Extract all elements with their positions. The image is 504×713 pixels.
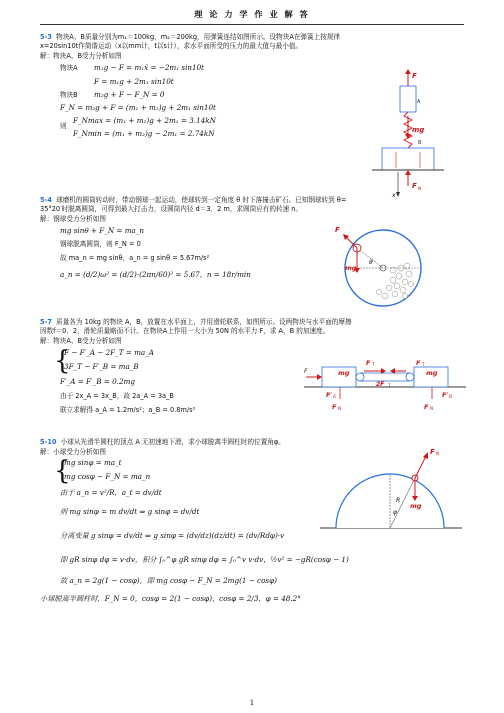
problem-number: 5-7 <box>40 318 52 326</box>
normal-force-label: F <box>335 226 340 234</box>
problem-5-4-statement: 5-4 球磨机的圆筒转动时，带动钢球一起运动，使球转到一定角度 θ 时下落撞击矿石。已知钢球转到 θ= <box>40 196 347 204</box>
normal-force-arrow-head <box>405 170 411 175</box>
solution-intro: 解：物块A、B受力分析如图 <box>40 337 122 345</box>
equation: 小球脱离半圆柱时，F_N = 0，cosφ = 2(1 − cosφ)，cosφ = 2/3，φ = 48.2° <box>40 594 301 603</box>
equation: 故 a_n = 2g(1 − cosφ)，即 mg cosφ − F_N = 2mg(1 − cosφ) <box>60 576 277 585</box>
block-a-label: 物块A <box>60 64 78 72</box>
x-axis-head <box>396 192 400 197</box>
x-axis-label: x <box>392 192 396 199</box>
equation: F_N = m₂g + F = (m₁ + m₂)g + 2m₁ sin10t <box>60 103 216 112</box>
subscript: A <box>333 394 336 399</box>
page-header: 理 论 力 学 作 业 解 答 <box>194 9 310 19</box>
problem-number: 5-3 <box>40 33 52 41</box>
subscript: N <box>430 406 434 411</box>
pulley-b <box>406 373 414 381</box>
block-b <box>382 148 434 170</box>
brace: { <box>54 456 71 486</box>
spring-block-figure <box>352 68 462 200</box>
radius-label: R <box>396 497 401 504</box>
equation: 故 ma_n = mg sinθ，a_n = g sinθ = 5.67m/s² <box>60 254 210 262</box>
gravity-label: mg <box>345 264 357 272</box>
equation: F_Nmin = (m₁ + m₂)g − 2m₁ = 2.74kN <box>73 129 215 138</box>
equation: m₂g + F − F_N = 0 <box>94 90 165 99</box>
equation: F = m₁g + 2m₁ sin10t <box>94 77 174 86</box>
equation: a_n = (d/2)ω² = (d/2)·(2πn/60)² = 5.67，n = 18r/min <box>60 270 251 279</box>
normal-force-arrow <box>415 456 426 478</box>
page-number: 1 <box>249 699 255 707</box>
equation: 联立求解得 a_A = 1.2m/s²；a_B = 0.8m/s² <box>60 406 196 414</box>
normal-label-b: F <box>424 403 429 411</box>
header-rule <box>40 24 464 25</box>
subscript: N <box>338 406 342 411</box>
subscript: N <box>418 187 422 192</box>
force-label: F <box>412 72 417 80</box>
solution-intro: 解：小球受力分析如图 <box>40 448 106 456</box>
block-a <box>400 86 416 112</box>
equation: F − F′_A − 2F_T = ma_A <box>64 348 154 357</box>
equation: F_Nmax = (m₁ + m₂)g + 2m₁ = 3.14kN <box>73 116 216 125</box>
normal-force-label: F <box>430 448 435 456</box>
problem-5-7-statement: 5-7 质量各为 10kg 的物块 A，B，放置在水平面上，并用滑轮联系，如图所示。设两物块与水平面的摩擦 <box>40 318 352 326</box>
gravity-label-b: mg <box>426 369 438 377</box>
friction-label-b: F′ <box>442 391 449 399</box>
problem-number: 5-4 <box>40 196 52 204</box>
problem-5-7-statement-2: 因数f＝0．2，滑轮质量略而不计。在物块A上作用一大小为 50N 的水平力 F，求 A，B 的加速度。 <box>40 327 330 335</box>
equation: mg sinθ + F_N = ma_n <box>60 226 145 235</box>
equation: 则 mg sinφ = m dv/dt ⇒ g sinφ = dv/dt <box>60 507 200 516</box>
equation: 钢球脱离圆筒，则 F_N = 0 <box>60 240 141 248</box>
half-cylinder-figure <box>316 440 466 540</box>
equation: 3F_T − F′_B = ma_B <box>64 362 139 371</box>
gravity-label-a: mg <box>338 369 350 377</box>
equation: 即 gR sinφ dφ = v·dv，积分 ∫₀^φ gR sinφ dφ = ∫₀^v v·dv，½v² = −gR(cosφ − 1) <box>60 555 349 564</box>
problem-5-4-statement-2: 35°20′时脱离圆筒，可得到最大打击力，设圆筒内径 d＝3．2 m，求圆筒应有的转速 n。 <box>40 205 303 213</box>
applied-force-arrow-head <box>317 374 322 380</box>
tension-label-b: F <box>416 359 421 367</box>
ball-mill-figure <box>335 222 435 312</box>
normal-force-label: F <box>412 182 417 190</box>
force-arrow-head <box>405 69 411 74</box>
tension-label: F <box>366 359 371 367</box>
applied-force-label: F <box>304 368 308 375</box>
double-tension-label: 2F <box>376 381 385 388</box>
subscript: B <box>449 394 452 399</box>
friction-label-a: F′ <box>326 391 333 399</box>
solution-intro: 解：物块A、B受力分析如图 <box>40 52 122 60</box>
normal-label-a: F <box>332 403 337 411</box>
solution-intro: 解：钢球受力分析如图 <box>40 215 106 223</box>
pulley-blocks-figure <box>300 335 470 415</box>
brace: { <box>54 346 71 376</box>
equation: 分离变量 g sinφ = dv/dt ⇒ g sinφ = (dv/dz)(dz/dt) = (dv/Rdφ)·v <box>60 531 285 540</box>
block-a-label: A <box>417 99 421 105</box>
gravity-label: mg <box>410 502 422 510</box>
gravity-label: mg <box>412 126 425 134</box>
block-b-label: 物块B <box>60 91 78 99</box>
angle-label: φ <box>393 509 397 516</box>
subscript: T <box>422 362 425 367</box>
equation: 由于 2x_A = 3x_B，故 2a_A = 3a_B <box>60 392 174 400</box>
problem-5-3-statement: 5-3 物块A、B质量分别为m₁＝100kg，m₂＝200kg，用弹簧连结如图所示。设物块A在弹簧上按规律 <box>40 33 340 41</box>
subscript: N <box>436 451 440 456</box>
then-label: 则 <box>60 122 67 130</box>
equation: m₁g − F = m₁ẍ = −2m₁ sin10t <box>94 63 205 72</box>
block-b-label: B <box>418 140 422 146</box>
subscript: T <box>388 383 391 388</box>
normal-force-arrow-head <box>423 452 428 459</box>
problem-5-10-statement: 5-10 小球从光滑半圆柱的顶点 A 无初速地下滑，求小球脱离半圆柱时的位置角φ。 <box>40 438 285 446</box>
problem-number: 5-10 <box>40 438 57 446</box>
angle-label: θ <box>369 259 373 266</box>
equation: mg cosφ − F_N = ma_n <box>64 472 151 481</box>
problem-5-3-statement-2: x=20sin10t作简谐运动（x以mm计，t以s计），求水平面所受的压力的最大值与最小值。 <box>40 42 303 50</box>
equation: F′_A = F′_B = 0.2mg <box>60 377 135 386</box>
equation: 由于 a_n = v²/R，a_t = dv/dt <box>60 488 162 497</box>
equation: mg sinφ = ma_t <box>64 458 122 467</box>
subscript: T <box>372 362 375 367</box>
pulley-a <box>356 373 364 381</box>
